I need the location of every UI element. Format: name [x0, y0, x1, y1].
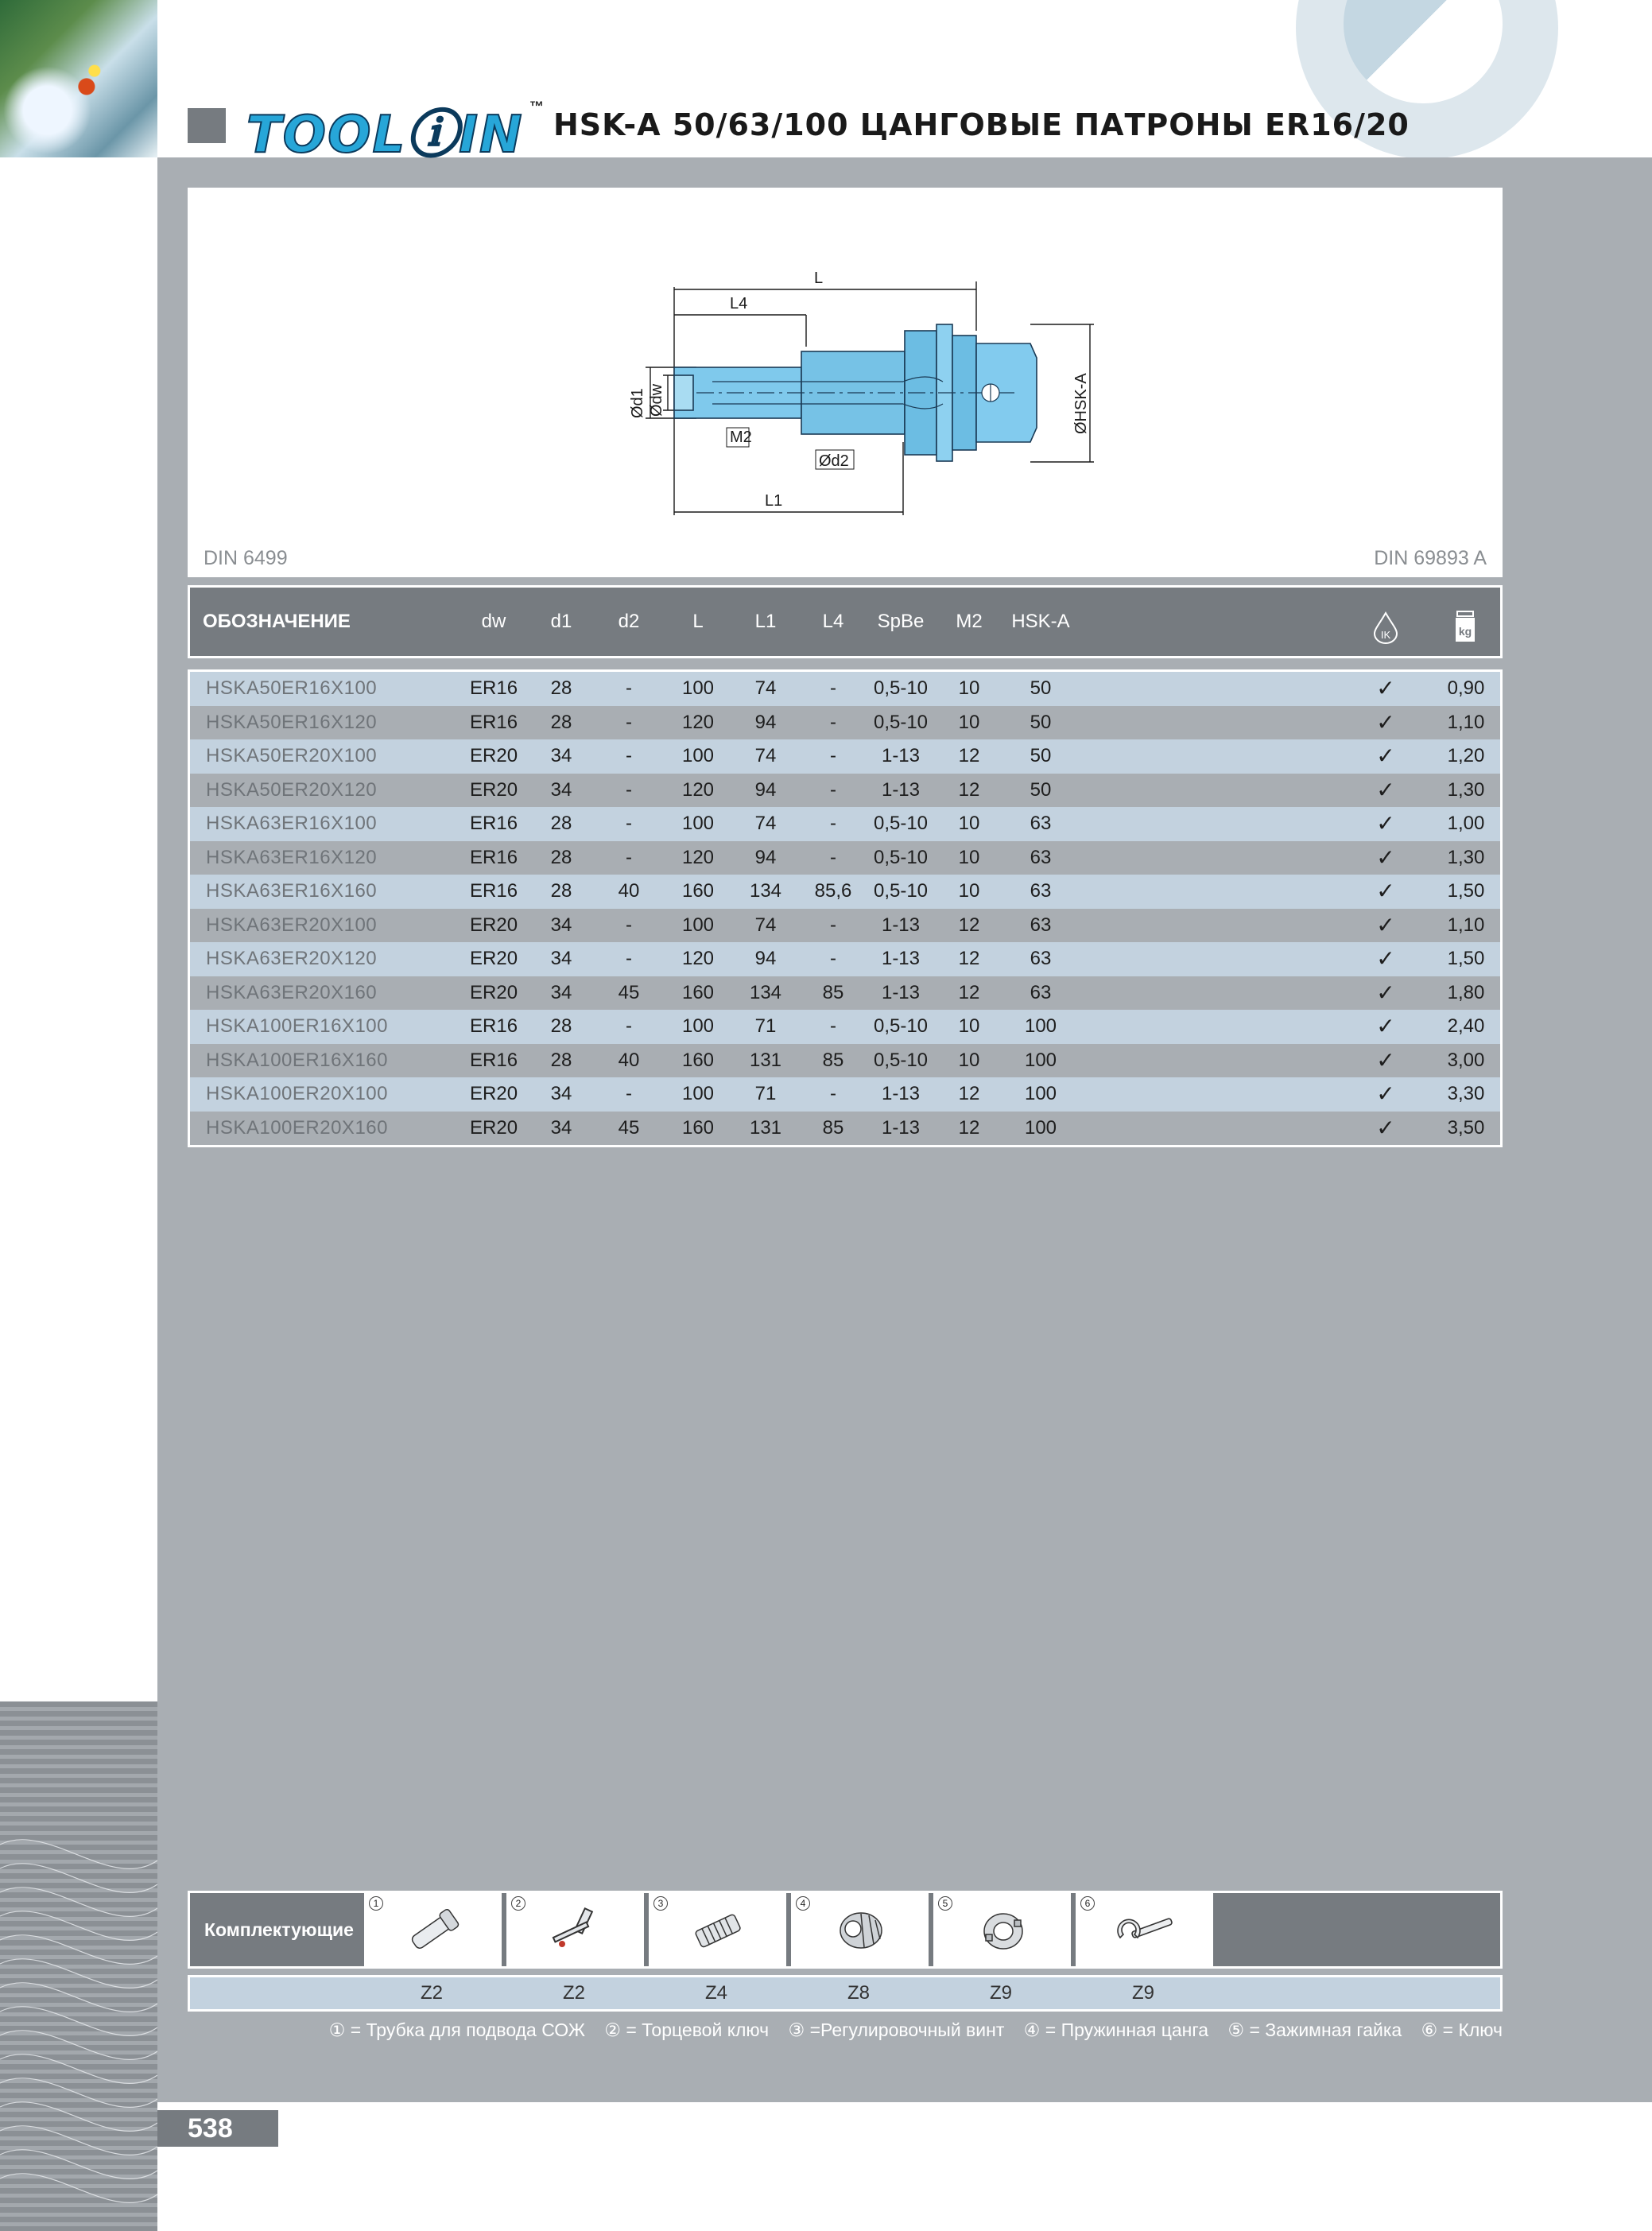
cell-weight: 1,20 [1447, 745, 1485, 766]
cell-hsk: 50 [1030, 711, 1052, 733]
accessory-item-5 [931, 1893, 1071, 1966]
legend-item-5: ⑤ = Зажимная гайка [1227, 2020, 1402, 2040]
col-header-hsk: HSK-A [1011, 611, 1070, 632]
cell-hsk: 100 [1024, 1083, 1057, 1104]
cell-hsk: 63 [1030, 813, 1052, 834]
cell-d2: - [626, 1015, 632, 1037]
cell-L1: 74 [754, 813, 777, 834]
cell-code: HSKA50ER16X120 [206, 711, 378, 733]
dim-label-dw: Ødw [648, 383, 665, 417]
cell-spbe: 0,5-10 [873, 813, 929, 834]
spring-collet-icon [829, 1903, 893, 1962]
cell-weight: 2,40 [1447, 1015, 1485, 1037]
cell-L4: - [830, 813, 836, 834]
table-row [190, 672, 1500, 706]
technical-drawing-panel [188, 188, 1503, 577]
cell-L4: - [830, 846, 836, 868]
cell-m2: 10 [958, 1015, 980, 1037]
cell-code: HSKA63ER16X160 [206, 880, 378, 902]
accessory-item-6 [1073, 1893, 1213, 1966]
cell-d1: 28 [550, 846, 572, 868]
cell-dw: ER20 [470, 948, 518, 969]
cell-L1: 74 [754, 914, 777, 936]
cell-L1: 74 [754, 677, 777, 699]
cell-L4: - [830, 1083, 836, 1104]
cell-L4: - [830, 711, 836, 733]
cell-code: HSKA63ER20X160 [206, 981, 378, 1003]
cell-hsk: 50 [1030, 677, 1052, 699]
cell-d1: 28 [550, 1049, 572, 1071]
cell-d2: - [626, 1083, 632, 1104]
cell-spbe: 1-13 [881, 1083, 921, 1104]
cell-coolant: ✓ [1376, 1047, 1395, 1073]
legend-item-1: ① = Трубка для подвода СОЖ [328, 2020, 585, 2040]
cell-d1: 34 [550, 1116, 572, 1139]
cell-L4: 85 [822, 1116, 844, 1139]
header-square-marker [188, 108, 226, 143]
cell-dw: ER20 [470, 981, 518, 1003]
cell-spbe: 1-13 [881, 1116, 921, 1139]
col-header-designation: ОБОЗНАЧЕНИЕ [203, 611, 351, 632]
accessory-number: 1 [369, 1896, 383, 1911]
cell-L: 160 [681, 1049, 715, 1071]
weight-icon [1448, 605, 1483, 640]
dim-label-L4: L4 [730, 295, 748, 312]
cell-hsk: 63 [1030, 846, 1052, 868]
cell-dw: ER16 [470, 813, 518, 834]
accessory-item-3 [646, 1893, 786, 1966]
cell-code: HSKA63ER16X120 [206, 846, 378, 868]
cell-L: 100 [681, 1015, 715, 1037]
cell-hsk: 100 [1024, 1015, 1057, 1037]
dim-label-M2: M2 [730, 429, 752, 446]
cell-spbe: 1-13 [881, 914, 921, 936]
cell-dw: ER16 [470, 711, 518, 733]
cell-weight: 1,50 [1447, 948, 1485, 969]
cell-spbe: 0,5-10 [873, 880, 929, 902]
cell-coolant: ✓ [1376, 912, 1395, 937]
cell-hsk: 63 [1030, 981, 1052, 1003]
cell-d2: 40 [618, 1049, 640, 1071]
cell-L: 100 [681, 745, 715, 766]
cell-hsk: 63 [1030, 880, 1052, 902]
table-row [190, 909, 1500, 943]
cell-hsk: 50 [1030, 745, 1052, 766]
cell-L1: 94 [754, 948, 777, 969]
cell-weight: 1,30 [1447, 846, 1485, 868]
page-number: 538 [188, 2113, 233, 2144]
cell-coolant: ✓ [1376, 844, 1395, 870]
cell-weight: 3,00 [1447, 1049, 1485, 1071]
cell-code: HSKA50ER20X120 [206, 778, 378, 801]
cell-L: 120 [681, 948, 715, 969]
accessory-number: 6 [1080, 1896, 1095, 1911]
cell-dw: ER16 [470, 846, 518, 868]
accessory-item-4 [789, 1893, 929, 1966]
cell-d2: 45 [618, 1116, 640, 1139]
cell-hsk: 63 [1030, 914, 1052, 936]
cell-code: HSKA50ER16X100 [206, 677, 378, 699]
cell-m2: 12 [958, 1116, 980, 1139]
cell-dw: ER16 [470, 880, 518, 902]
cell-L4: - [830, 745, 836, 766]
cell-L1: 94 [754, 778, 777, 801]
table-row [190, 1044, 1500, 1078]
cell-m2: 12 [958, 1083, 980, 1104]
accessory-code: Z4 [704, 1982, 727, 2004]
cell-L4: - [830, 677, 836, 699]
col-header-d1: d1 [550, 611, 572, 632]
adjusting-screw-icon [687, 1903, 750, 1962]
cell-L: 100 [681, 1083, 715, 1104]
table-row [190, 942, 1500, 976]
dim-label-L: L [814, 270, 824, 287]
cell-coolant: ✓ [1376, 1081, 1395, 1106]
cell-weight: 0,90 [1447, 677, 1485, 699]
cell-m2: 12 [958, 745, 980, 766]
accessories-row [188, 1891, 1503, 1969]
spanner-icon [1114, 1903, 1177, 1962]
cell-dw: ER20 [470, 914, 518, 936]
cell-hsk: 63 [1030, 948, 1052, 969]
cell-weight: 1,10 [1447, 914, 1485, 936]
cell-m2: 10 [958, 846, 980, 868]
cell-L1: 94 [754, 846, 777, 868]
tool-holder-drawing [188, 188, 1503, 537]
cell-code: HSKA63ER20X120 [206, 948, 378, 969]
cell-L: 100 [681, 813, 715, 834]
decorative-wave-panel [0, 1701, 157, 2231]
cell-L: 100 [681, 677, 715, 699]
cell-L: 120 [681, 711, 715, 733]
cell-spbe: 1-13 [881, 948, 921, 969]
cell-L1: 134 [749, 880, 782, 902]
accessory-number: 5 [938, 1896, 952, 1911]
brand-logo: TOOLⓘIN [246, 106, 524, 165]
col-header-dw: dw [481, 611, 506, 632]
cell-L1: 131 [749, 1116, 782, 1139]
cell-coolant: ✓ [1376, 879, 1395, 903]
cell-L4: - [830, 1015, 836, 1037]
accessories-label: Комплектующие [204, 1919, 354, 1940]
standard-left: DIN 6499 [204, 547, 288, 569]
cell-L1: 71 [754, 1015, 777, 1037]
cell-d2: - [626, 677, 632, 699]
cell-m2: 10 [958, 711, 980, 733]
coolant-tube-icon [402, 1903, 466, 1962]
cell-code: HSKA100ER16X160 [206, 1049, 388, 1071]
cell-hsk: 100 [1024, 1049, 1057, 1071]
cell-L4: - [830, 778, 836, 801]
product-table [188, 669, 1503, 1147]
cell-L4: 85 [822, 981, 844, 1003]
table-header [188, 585, 1503, 658]
accessory-item-1 [362, 1893, 502, 1966]
cell-coolant: ✓ [1376, 946, 1395, 971]
cell-d2: - [626, 778, 632, 801]
cell-coolant: ✓ [1376, 743, 1395, 768]
cell-spbe: 0,5-10 [873, 846, 929, 868]
dim-label-d1: Ød1 [629, 388, 646, 418]
cell-d2: 40 [618, 880, 640, 902]
cell-spbe: 0,5-10 [873, 1015, 929, 1037]
cell-coolant: ✓ [1376, 1115, 1395, 1140]
cell-coolant: ✓ [1376, 1014, 1395, 1038]
cell-L: 160 [681, 1116, 715, 1139]
cell-L4: - [830, 914, 836, 936]
cell-d2: - [626, 948, 632, 969]
table-row [190, 1112, 1500, 1146]
cell-coolant: ✓ [1376, 777, 1395, 802]
cell-dw: ER20 [470, 1116, 518, 1139]
accessory-number: 3 [653, 1896, 668, 1911]
cell-weight: 1,80 [1447, 981, 1485, 1003]
cell-d2: - [626, 711, 632, 733]
cell-L1: 134 [749, 981, 782, 1003]
cell-L: 100 [681, 914, 715, 936]
clamping-nut-icon [971, 1903, 1035, 1962]
cell-m2: 10 [958, 880, 980, 902]
table-row [190, 706, 1500, 740]
cell-weight: 1,30 [1447, 778, 1485, 801]
cell-dw: ER16 [470, 1015, 518, 1037]
cell-d1: 28 [550, 813, 572, 834]
cell-weight: 3,50 [1447, 1116, 1485, 1139]
cell-d2: - [626, 745, 632, 766]
cell-code: HSKA100ER16X100 [206, 1015, 388, 1037]
cell-dw: ER20 [470, 745, 518, 766]
cell-L: 160 [681, 880, 715, 902]
accessory-code: Z9 [1131, 1982, 1154, 2004]
col-header-L1: L1 [754, 611, 777, 632]
cell-d1: 34 [550, 1083, 572, 1104]
accessory-code: Z9 [989, 1982, 1012, 2004]
cell-L1: 131 [749, 1049, 782, 1071]
col-header-d2: d2 [618, 611, 640, 632]
cell-L4: 85 [822, 1049, 844, 1071]
table-row [190, 875, 1500, 909]
brand-trademark: ™ [529, 99, 544, 114]
cell-d1: 34 [550, 778, 572, 801]
t-wrench-icon [545, 1903, 608, 1962]
cell-d2: - [626, 846, 632, 868]
cell-m2: 12 [958, 948, 980, 969]
legend-item-6: ⑥ = Ключ [1421, 2020, 1503, 2040]
cell-spbe: 1-13 [881, 981, 921, 1003]
cell-d1: 28 [550, 677, 572, 699]
cell-code: HSKA100ER20X100 [206, 1083, 388, 1104]
cell-dw: ER20 [470, 1083, 518, 1104]
col-header-m2: M2 [956, 611, 983, 632]
cell-hsk: 50 [1030, 778, 1052, 801]
cell-coolant: ✓ [1376, 676, 1395, 700]
cell-L1: 74 [754, 745, 777, 766]
table-row [190, 739, 1500, 774]
table-row [190, 1077, 1500, 1112]
cell-m2: 12 [958, 914, 980, 936]
cell-d1: 34 [550, 745, 572, 766]
cell-L: 120 [681, 846, 715, 868]
cell-d1: 28 [550, 1015, 572, 1037]
dim-label-d2: Ød2 [819, 452, 849, 470]
cell-m2: 12 [958, 981, 980, 1003]
cell-coolant: ✓ [1376, 811, 1395, 836]
page-title: HSK-A 50/63/100 ЦАНГОВЫЕ ПАТРОНЫ ER16/20 [553, 107, 1410, 142]
cell-spbe: 0,5-10 [873, 711, 929, 733]
cell-hsk: 100 [1024, 1116, 1057, 1139]
cell-L1: 71 [754, 1083, 777, 1104]
cell-L4: - [830, 948, 836, 969]
cell-L: 160 [681, 981, 715, 1003]
accessory-code: Z2 [420, 1982, 443, 2004]
accessory-codes-row [188, 1975, 1503, 2012]
table-row [190, 774, 1500, 808]
accessories-legend [315, 2020, 1503, 2041]
cell-L1: 94 [754, 711, 777, 733]
cell-dw: ER16 [470, 1049, 518, 1071]
dim-label-L1: L1 [765, 492, 783, 510]
cell-code: HSKA100ER20X160 [206, 1116, 388, 1139]
table-row [190, 976, 1500, 1011]
table-row [190, 807, 1500, 841]
table-row [190, 1010, 1500, 1044]
table-row [190, 841, 1500, 875]
cell-d2: - [626, 914, 632, 936]
cell-weight: 1,10 [1447, 711, 1485, 733]
accessory-code: Z2 [562, 1982, 585, 2004]
legend-item-3: ③ =Регулировочный винт [788, 2020, 1005, 2040]
cell-m2: 10 [958, 813, 980, 834]
cell-spbe: 1-13 [881, 778, 921, 801]
cell-d1: 28 [550, 880, 572, 902]
cell-d2: - [626, 813, 632, 834]
cell-code: HSKA50ER20X100 [206, 745, 378, 766]
cell-d1: 34 [550, 981, 572, 1003]
cell-L4: 85,6 [814, 880, 852, 902]
cell-dw: ER16 [470, 677, 518, 699]
accessory-number: 4 [796, 1896, 810, 1911]
cell-d1: 34 [550, 948, 572, 969]
cell-weight: 1,50 [1447, 880, 1485, 902]
col-header-L: L [692, 611, 704, 632]
legend-item-4: ④ = Пружинная цанга [1023, 2020, 1209, 2040]
cell-spbe: 0,5-10 [873, 677, 929, 699]
cell-m2: 10 [958, 1049, 980, 1071]
cell-m2: 10 [958, 677, 980, 699]
cell-spbe: 1-13 [881, 745, 921, 766]
coolant-icon-label: IK [1380, 629, 1391, 641]
cell-L: 120 [681, 778, 715, 801]
cell-d2: 45 [618, 981, 640, 1003]
cell-m2: 12 [958, 778, 980, 801]
cell-weight: 1,00 [1447, 813, 1485, 834]
cell-coolant: ✓ [1376, 709, 1395, 735]
cell-dw: ER20 [470, 778, 518, 801]
cell-code: HSKA63ER16X100 [206, 813, 378, 834]
standard-right: DIN 69893 A [1374, 547, 1487, 569]
accessory-item-2 [504, 1893, 644, 1966]
footer-area [157, 2102, 1652, 2231]
cell-d1: 34 [550, 914, 572, 936]
dim-label-hsk: ØHSK-A [1072, 373, 1090, 434]
cell-weight: 3,30 [1447, 1083, 1485, 1104]
weight-icon-label: kg [1458, 625, 1472, 638]
legend-item-2: ② = Торцевой ключ [604, 2020, 770, 2040]
cell-coolant: ✓ [1376, 980, 1395, 1005]
kayak-photo [0, 0, 157, 157]
cell-code: HSKA63ER20X100 [206, 914, 378, 936]
accessory-number: 2 [511, 1896, 525, 1911]
coolant-icon [1368, 605, 1403, 640]
cell-spbe: 0,5-10 [873, 1049, 929, 1071]
col-header-spbe: SpBe [877, 611, 925, 632]
col-header-L4: L4 [822, 611, 844, 632]
cell-d1: 28 [550, 711, 572, 733]
accessory-code: Z8 [847, 1982, 870, 2004]
